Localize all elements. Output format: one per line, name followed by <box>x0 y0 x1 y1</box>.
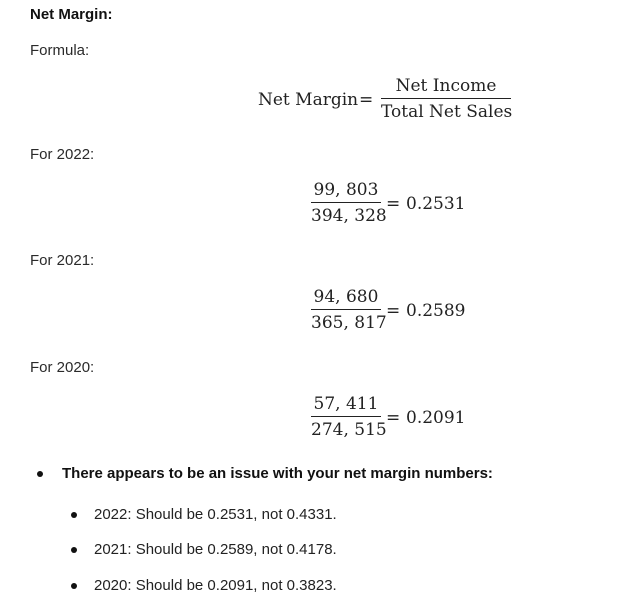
year-label-2021: For 2021: <box>30 252 95 269</box>
calc-2022-fraction-bar <box>311 202 381 203</box>
issue-item-2021: 2021: Should be 0.2589, not 0.4178. <box>94 541 337 558</box>
issue-title: There appears to be an issue with your net margin numbers: <box>62 465 493 482</box>
calc-2020-fraction-bar <box>311 416 381 417</box>
calc-2021-numerator: 94, 680 <box>313 287 379 307</box>
issue-item-2022: 2022: Should be 0.2531, not 0.4331. <box>94 506 337 523</box>
year-label-2022: For 2022: <box>30 146 95 163</box>
calc-2022-denominator: 394, 328 <box>311 206 387 226</box>
formula-denominator: Total Net Sales <box>381 102 513 122</box>
calc-2021-denominator: 365, 817 <box>311 313 387 333</box>
year-label-2020: For 2020: <box>30 359 95 376</box>
issue-bullet-dot <box>37 471 43 477</box>
issue-item-bullet-dot <box>71 583 77 589</box>
calc-2020-result: 0.2091 <box>406 408 466 428</box>
formula-numerator: Net Income <box>395 76 497 96</box>
calc-2022-numerator: 99, 803 <box>313 180 379 200</box>
formula-fraction-bar <box>381 98 511 99</box>
calc-2021-fraction-bar <box>311 309 381 310</box>
formula-fraction <box>381 76 511 122</box>
formula-lhs: Net Margin <box>258 90 359 110</box>
net-margin-heading: Net Margin: <box>30 6 113 23</box>
calc-2022-equals: = <box>386 194 401 214</box>
calc-2021-equals: = <box>386 301 401 321</box>
issue-item-bullet-dot <box>71 547 77 553</box>
calc-2020-denominator: 274, 515 <box>311 420 387 440</box>
calc-2020-equals: = <box>386 408 401 428</box>
calc-2022-fraction <box>311 180 387 226</box>
calc-2021-result: 0.2589 <box>406 301 466 321</box>
calc-2020-numerator: 57, 411 <box>313 394 379 414</box>
formula-equals: = <box>359 90 374 110</box>
calc-2021-fraction <box>311 287 387 333</box>
formula-label: Formula: <box>30 42 90 59</box>
issue-item-bullet-dot <box>71 512 77 518</box>
calc-2022-result: 0.2531 <box>406 194 466 214</box>
issue-item-2020: 2020: Should be 0.2091, not 0.3823. <box>94 577 337 594</box>
calc-2020-fraction <box>311 394 387 440</box>
